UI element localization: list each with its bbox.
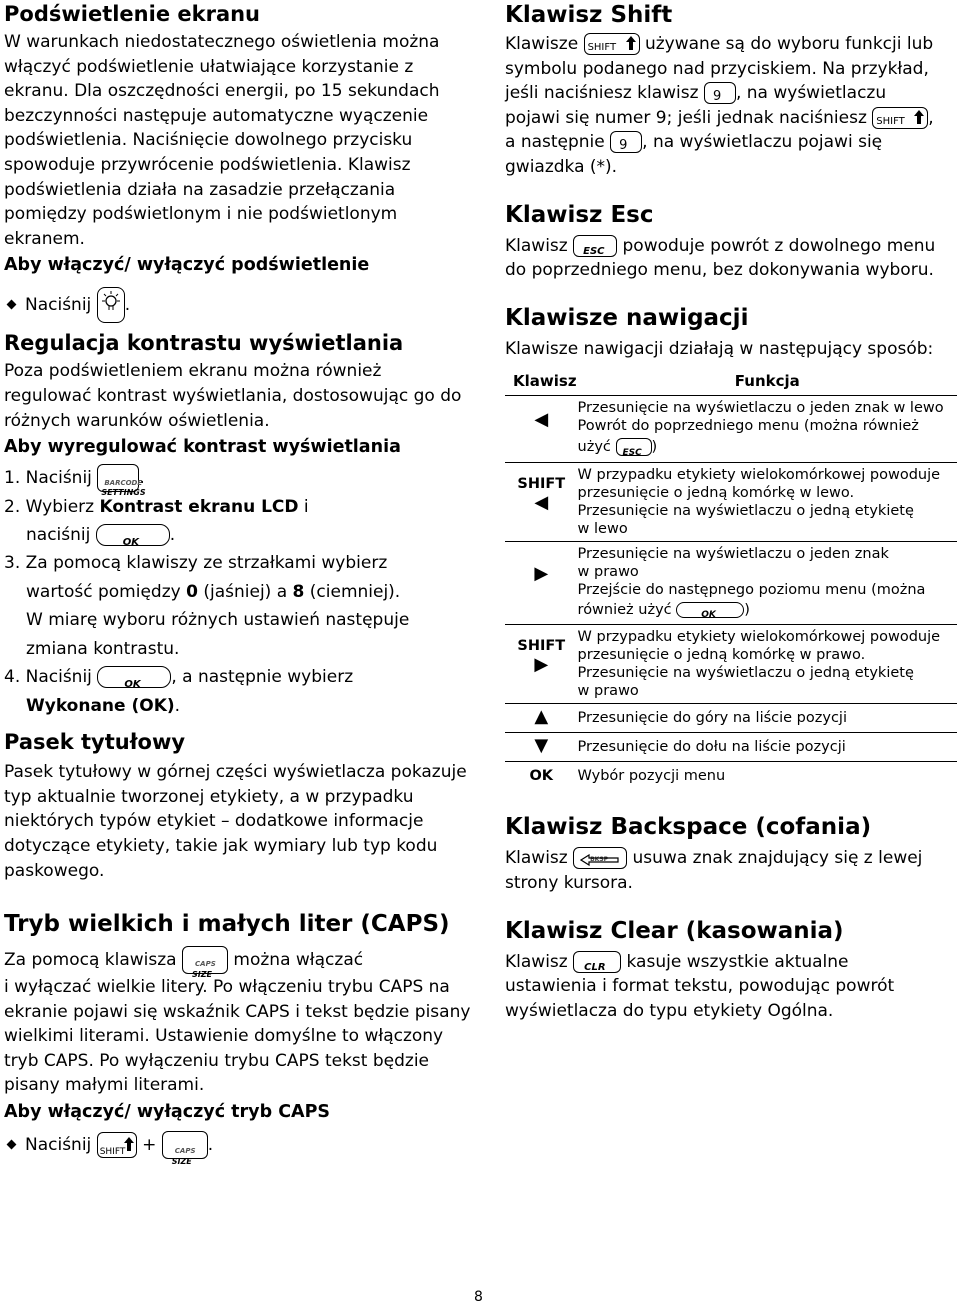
clear-text: Klawisz [505,951,568,972]
shift-text: , na wyświetlaczu [735,83,887,104]
table-row [505,396,957,463]
shift-line-6: gwiazdka (*). [505,156,618,177]
arrow-up-icon: ▲ [534,706,549,728]
esc-line-2: do poprzedniego menu, bez dokonywania wyboru. [505,260,934,281]
esc-text: powoduje powrót z dowolnego menu [622,235,936,256]
contrast-step-3b [4,578,474,607]
clr-label: CLR [584,961,606,973]
shift-text: a następnie [505,132,605,153]
key-top-label: BARCODE [104,479,143,488]
row-text: użyć [577,439,611,456]
shift-label: SHIFT [517,638,566,655]
arrow-right-icon: ▶ [534,563,549,585]
caps-text: można włączać [233,950,364,971]
backspace-text: usuwa znak znajdujący się z lewej [632,848,923,869]
backlight-step [4,287,474,323]
nine-label: 9 [619,138,628,154]
table-row [505,762,957,791]
backspace-text: Klawisz [505,848,568,869]
ok-label: OK [529,768,554,785]
ok-label: OK [124,679,141,691]
caps-body: i wyłączać wielkie litery. Po włączeniu trybu CAPS na ekranie pojawi się wskaźnik CAPS i tekst będzie pisany wielkimi literami. Ustawienie domyślne to włączony tryb CAPS. Po wyłączeniu trybu CAPS tekst będzie pisany małymi literami. [4,977,471,1096]
ok-label: OK [701,610,716,621]
backlight-key-icon [97,287,125,323]
clear-line-1 [505,950,957,975]
shift-key-icon [97,1132,137,1158]
nav-table [505,367,957,790]
row-line: przesunięcie o jedną komórkę w prawo. [577,647,866,664]
shift-text: pojawi się numer 9; jeśli jednak naciśniesz [505,107,867,128]
arrow-right-icon: ▶ [534,654,549,676]
row-line: w prawo [577,564,639,581]
clear-text: kasuje wszystkie aktualne [626,951,849,972]
settings-key-icon [97,464,146,498]
nav-intro: Klawisze nawigacji działają w następujący sposób: [505,338,934,359]
right-column [505,0,957,1023]
shift-text: Klawisze [505,34,579,54]
table-row [505,542,957,625]
key-bottom-label: SETTINGS [101,488,146,498]
row-text: również użyć [577,602,672,619]
arrow-down-icon: ▼ [534,735,549,757]
shift-text: jeśli naciśniesz klawisz [505,83,699,104]
esc-line-1 [505,234,957,259]
clear-body: ustawienia i format tekstu, powodując powrót wyświetlacza do typu etykiety Ogólna. [505,976,895,1021]
shift-text: , na wyświetlaczu pojawi się [642,132,883,153]
step-suffix: . [169,525,176,546]
caps-key-icon [182,946,228,980]
contrast-step-3c: W miarę wyboru różnych ustawień następuje [26,610,410,631]
ok-key-icon [97,666,171,691]
row-line: Wybór pozycji menu [577,768,726,785]
step-suffix: . [124,295,131,316]
heading-clear: Klawisz Clear (kasowania) [505,917,844,944]
esc-label: ESC [583,245,605,257]
page-number: 8 [474,1289,483,1305]
title-bar-body: Pasek tytułowy w górnej części wyświetlacza pokazuje typ aktualnie tworzonej etykiety, a w przypadku niektórych typów etykiet – dodatkowe informacje dotyczące etykiety, takie jak wymiary lub typ kodu paskowego. [4,762,467,881]
backspace-line-1 [505,846,957,871]
row-text: ) [651,439,658,456]
bksp-label: BKSP [590,856,609,864]
table-row [505,704,957,733]
row-line: w lewo [577,521,628,538]
row-text: ) [744,602,750,619]
left-column [4,0,474,1167]
step-bold: Wykonane (OK) [26,695,175,716]
contrast-step-2 [4,493,474,521]
step-text: naciśnij [26,525,91,546]
arrow-left-icon: ◀ [534,492,549,514]
nine-key-icon [704,82,736,104]
ok-label: OK [122,537,139,549]
nine-key-icon [610,131,642,153]
row-line: W przypadku etykiety wielokomórkowej powoduje [577,629,941,646]
row-line: W przypadku etykiety wielokomórkowej powoduje [577,467,941,484]
contrast-subheading: Aby wyregulować kontrast wyświetlania [4,437,401,458]
ok-key-icon [96,524,170,549]
contrast-step-4b [4,692,474,721]
nine-label: 9 [712,89,722,105]
row-line: Przesunięcie na wyświetlaczu o jedną etykietę [577,665,914,682]
step-text: 4. Naciśnij [4,667,92,688]
step-text: Naciśnij [25,1135,92,1156]
row-line: Przejście do następnego poziomu menu (można [577,582,926,599]
step-text: , a następnie wybierz [171,667,354,688]
table-row [505,733,957,762]
step-text: Naciśnij [25,295,92,316]
step-suffix: . [139,468,145,489]
backlight-subheading: Aby włączyć/ wyłączyć podświetlenie [4,255,370,276]
heading-shift: Klawisz Shift [505,2,673,28]
step-bold: Kontrast ekranu LCD [99,497,299,518]
shift-line-3 [505,81,957,106]
heading-contrast: Regulacja kontrastu wyświetlania [4,331,404,356]
shift-label: SHIFT [517,476,566,493]
row-line [578,599,957,621]
esc-text: Klawisz [505,235,568,256]
arrow-left-icon: ◀ [534,409,549,431]
step-text: 3. Za pomocą klawiszy ze strzałkami wybierz [4,553,388,574]
shift-label: SHIFT [587,42,617,53]
shift-label: SHIFT [99,1147,126,1158]
bullet-diamond [7,299,17,309]
shift-line-1 [505,32,957,57]
key-top-label: CAPS [195,960,216,969]
table-row [505,463,957,542]
step-suffix: . [207,1135,214,1156]
contrast-step-4 [4,663,474,692]
esc-key-icon [616,438,652,459]
key-top-label: CAPS [174,1147,196,1156]
step-text: wartość pomiędzy [26,581,187,602]
heading-caps: Tryb wielkich i małych liter (CAPS) [4,911,450,938]
step-suffix: . [174,695,181,716]
shift-label: SHIFT [876,115,905,127]
nav-table-header [505,367,957,396]
row-line [578,435,957,459]
backlight-body: W warunkach niedostatecznego oświetlenia można włączyć podświetlenie ułatwiające korzystanie z ekranu. Dla oszczędności energii, po 15 sekundach bezczynności następuje automatyczne wyączenie podświetlenia. Naciśnięcie dowolnego przycisku spowoduje przywrócenie podświetlenia. Klawisz podświetlenia działa na zasadzie przełączania pomiędzy podświetlonym i nie podświetlonym ekranem. [4,32,440,249]
shift-text: , [928,107,934,128]
row-line: Przesunięcie do góry na liście pozycji [577,710,847,727]
heading-esc: Klawisz Esc [505,201,654,228]
bullet-diamond [7,1139,17,1149]
contrast-step-3d: zmiana kontrastu. [26,638,180,659]
caps-subheading: Aby włączyć/ wyłączyć tryb CAPS [4,1102,331,1123]
shift-line-2: symbolu podanego nad przyciskiem. Na przykład, [505,58,929,79]
backspace-key-icon [573,847,627,869]
caps-line-1 [4,945,474,980]
heading-backlight: Podświetlenie ekranu [4,2,261,26]
col-key-header: Klawisz [505,367,578,396]
ok-key-icon [676,602,744,621]
backspace-line-2: strony kursora. [505,872,633,893]
contrast-step-2b [4,521,474,549]
row-line: Przesunięcie na wyświetlaczu o jeden znak [577,546,889,563]
contrast-step-3 [4,549,474,578]
row-line: Przesunięcie na wyświetlaczu o jedną etykietę [577,503,914,520]
shift-line-4 [505,106,957,131]
heading-title-bar: Pasek tytułowy [4,730,186,755]
row-line: Przesunięcie na wyświetlaczu o jeden znak w lewo [577,400,944,417]
plus-sign: + [142,1135,157,1156]
step-text: i [298,497,309,518]
value-min: 0 [186,581,198,602]
clear-key-icon [573,951,621,973]
col-func-header: Funkcja [578,367,957,396]
caps-text: Za pomocą klawisza [4,950,177,971]
shift-key-icon [872,107,928,129]
row-line: Powrót do poprzedniego menu (można również [577,418,919,435]
shift-text: używane są do wyboru funkcji lub [644,34,934,54]
shift-key-icon [584,33,640,55]
key-bottom-label: SIZE [192,970,213,980]
contrast-step-1 [4,463,474,498]
row-line: w prawo [577,683,639,700]
step-text: 1. Naciśnij [4,468,92,489]
value-max: 8 [292,581,305,602]
esc-key-icon [573,235,617,257]
caps-step [4,1128,474,1167]
contrast-body: Poza podświetleniem ekranu można również regulować kontrast wyświetlania, dostosowując go do różnych warunków oświetlenia. [4,361,462,431]
heading-nav: Klawisze nawigacji [505,304,749,331]
row-line: przesunięcie o jedną komórkę w lewo. [577,485,855,502]
step-text: (ciemniej). [304,581,401,602]
step-text: (jaśniej) a [197,581,293,602]
step-text: 2. Wybierz [4,497,100,518]
heading-backspace: Klawisz Backspace (cofania) [505,814,872,841]
caps-key-icon [162,1131,208,1167]
row-line: Przesunięcie do dołu na liście pozycji [577,739,846,756]
esc-label: ESC [622,448,642,459]
key-bottom-label: SIZE [171,1157,192,1167]
table-row [505,625,957,704]
